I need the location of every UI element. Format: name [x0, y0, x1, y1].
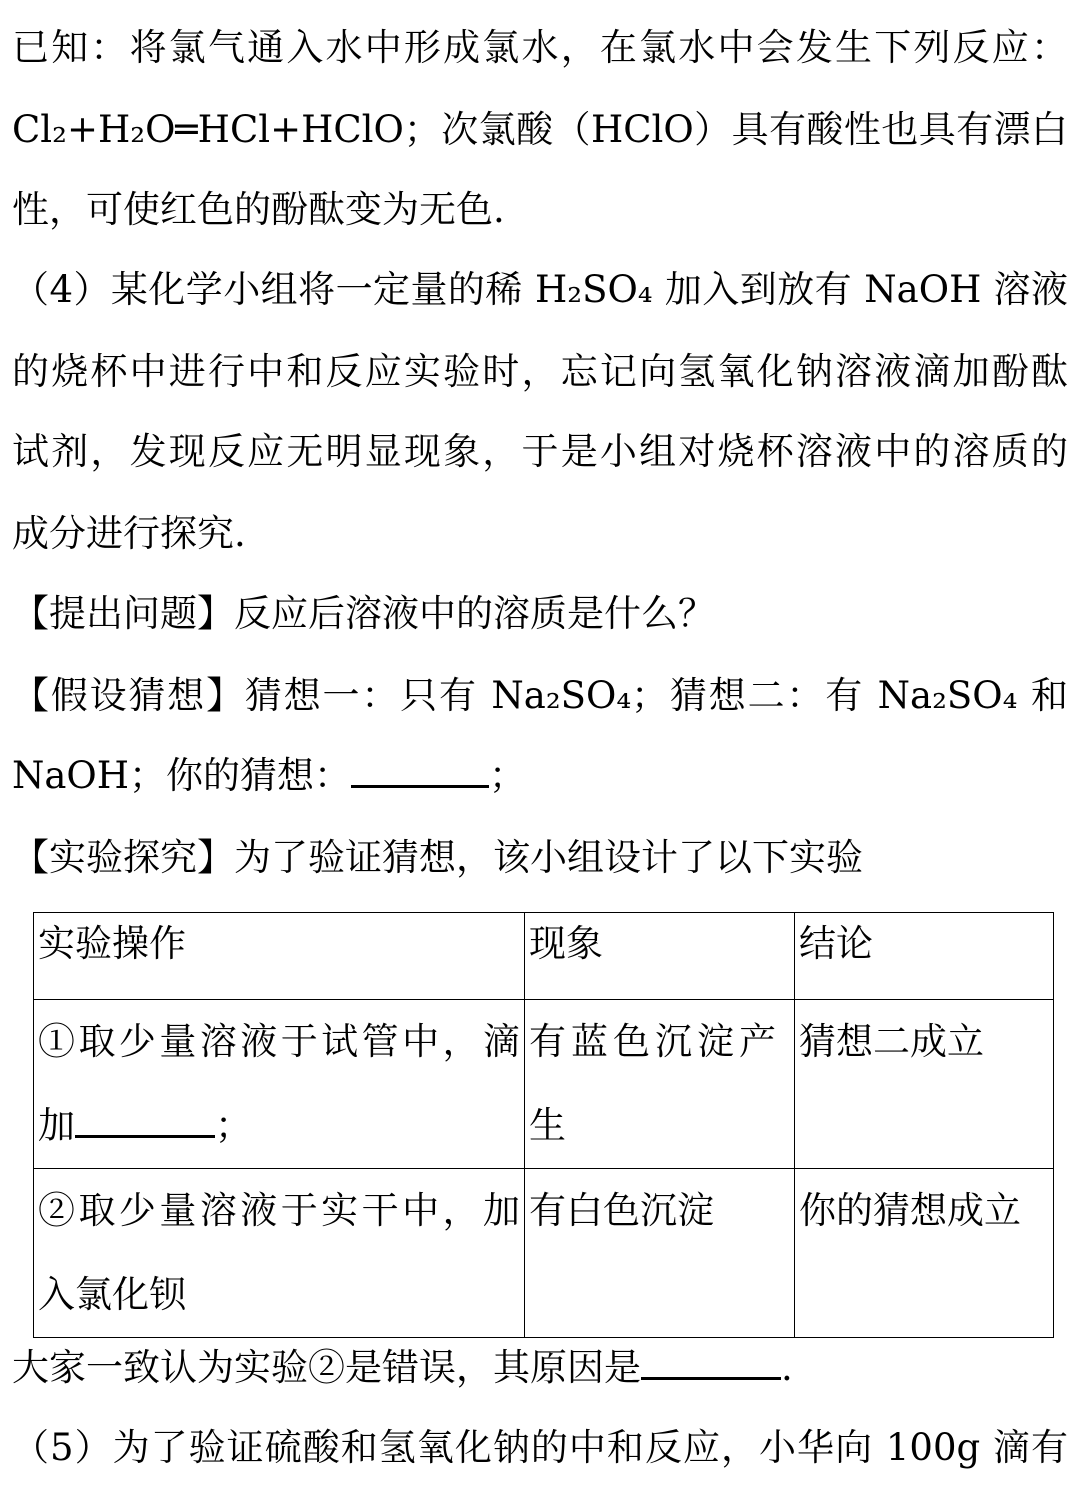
conclusion-cell: 你的猜想成立 — [795, 1169, 1054, 1338]
intro-line-3: 性，可使红色的酚酞变为无色. — [12, 188, 505, 231]
table-header-row — [34, 913, 1054, 1000]
hypothesis-suffix: ； — [489, 754, 527, 797]
q4-line-3: 试剂，发现反应无明显现象，于是小组对烧杯溶液中的溶质的 — [12, 430, 1068, 473]
phenomenon-line-2: 生 — [529, 1104, 566, 1147]
explore-line: 【实验探究】为了验证猜想，该小组设计了以下实验 — [12, 836, 863, 879]
phenomenon-cell — [525, 1000, 795, 1169]
q4-line-1: （4）某化学小组将一定量的稀 H₂SO₄ 加入到放有 NaOH 溶液 — [12, 268, 1068, 311]
hypothesis-prefix: NaOH；你的猜想： — [12, 754, 352, 797]
reason-blank[interactable] — [641, 1344, 781, 1380]
header-conclusion: 结论 — [795, 913, 1054, 1000]
your-guess-blank[interactable] — [351, 752, 489, 788]
operation-line-2 — [38, 1084, 520, 1168]
phenomenon-line: 有蓝色沉淀产 — [529, 1020, 781, 1063]
operation-line-2: 入氯化钡 — [38, 1273, 186, 1316]
table-row — [34, 1169, 1054, 1338]
q5-line-1: （5）为了验证硫酸和氢氧化钠的中和反应，小华向 100g 滴有 — [12, 1426, 1068, 1469]
header-operation: 实验操作 — [34, 913, 525, 1000]
operation-prefix: 加 — [38, 1104, 75, 1147]
intro-equation-line: Cl₂+H₂O═HCl+HClO；次氯酸（HClO）具有酸性也具有漂白 — [12, 108, 1068, 151]
experiment-table — [33, 912, 1054, 1338]
operation-line: ①取少量溶液于试管中，滴 — [38, 1020, 520, 1063]
question-line: 【提出问题】反应后溶液中的溶质是什么？ — [12, 592, 715, 635]
conclusion-cell: 猜想二成立 — [795, 1000, 1054, 1169]
table-row — [34, 1000, 1054, 1169]
hypothesis-line-1: 【假设猜想】猜想一：只有 Na₂SO₄；猜想二：有 Na₂SO₄ 和 — [12, 674, 1068, 717]
operation-suffix: ； — [215, 1104, 252, 1147]
operation-line: ②取少量溶液于实干中，加 — [38, 1189, 520, 1232]
reagent-blank[interactable] — [75, 1102, 215, 1138]
q4-line-4: 成分进行探究. — [12, 512, 246, 555]
q4-line-2: 的烧杯中进行中和反应实验时，忘记向氢氧化钠溶液滴加酚酞 — [12, 350, 1068, 393]
operation-cell — [34, 1000, 525, 1169]
conclusion-line — [12, 1328, 1068, 1408]
header-phenomenon: 现象 — [525, 913, 795, 1000]
hypothesis-line-2 — [12, 736, 1068, 816]
conclusion-prefix: 大家一致认为实验②是错误，其原因是 — [12, 1346, 641, 1389]
operation-cell — [34, 1169, 525, 1338]
conclusion-suffix: . — [781, 1346, 793, 1389]
phenomenon-cell: 有白色沉淀 — [525, 1169, 795, 1338]
intro-line-1: 已知：将氯气通入水中形成氯水，在氯水中会发生下列反应： — [12, 26, 1068, 69]
